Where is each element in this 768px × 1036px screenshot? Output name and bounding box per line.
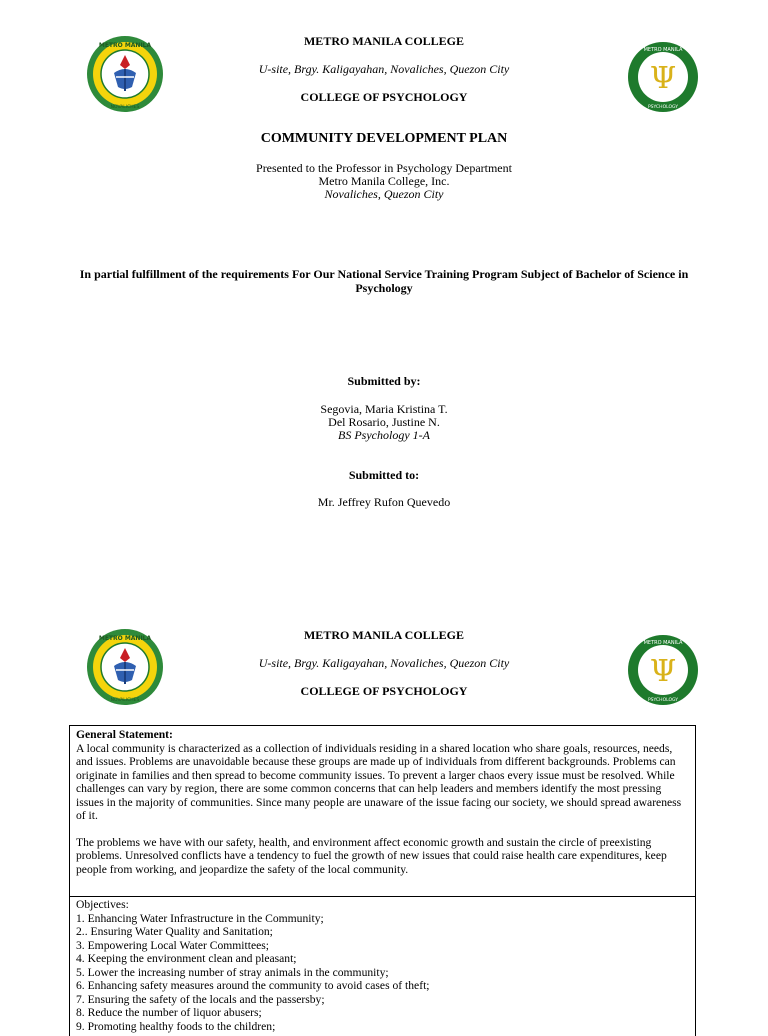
svg-text:NOVALICHES: NOVALICHES xyxy=(110,105,140,110)
general-statement-box xyxy=(69,725,696,897)
fulfillment-line-2: Psychology xyxy=(355,281,413,295)
objective-item: 4. Keeping the environment clean and pleasant; xyxy=(76,952,297,965)
objectives-heading: Objectives: xyxy=(76,898,129,911)
submitter-2: Del Rosario, Justine N. xyxy=(328,415,440,429)
submitted-by-label: Submitted by: xyxy=(347,374,421,388)
objective-item: 2.. Ensuring Water Quality and Sanitation; xyxy=(76,925,273,938)
svg-text:METRO MANILA: METRO MANILA xyxy=(98,635,152,642)
svg-text:NOVALICHES: NOVALICHES xyxy=(110,698,140,703)
general-statement-heading: General Statement: xyxy=(76,728,173,741)
fulfillment-line-1: In partial fulfillment of the requirements For Our National Service Training Program Subject of Bachelor of Science in xyxy=(79,267,689,281)
presented-line-1: Presented to the Professor in Psychology Department xyxy=(256,161,512,175)
general-statement-paragraph-2: The problems we have with our safety, health, and environment affect economic growth and sustain the circle of preexisting problems. Unresolved conflicts have a tendency to fuel the growth of new issues that could raise health care expenditures, keep people from working, and jeopardize the safety of the local community. xyxy=(76,835,667,876)
general-statement-paragraph-1: A local community is characterized as a collection of individuals residing in a shared location who share goals, resources, needs, and issues. Problems are unavoidable because these groups are made up of individuals from different backgrounds. Problems can originate in families and then spread to become community issues. To prevent a larger chaos every issue must be resolved. While challenges can vary by region, there are some common concerns that can help leaders and members identify the most pressing issues in the majority of communities. Since many people are unaware of the issue facing our society, we should spread awareness of it. xyxy=(76,741,682,822)
presented-line-2: Metro Manila College, Inc. xyxy=(318,174,450,188)
submitted-to-label: Submitted to: xyxy=(348,468,420,482)
svg-text:Ψ: Ψ xyxy=(649,654,677,689)
svg-text:Ψ: Ψ xyxy=(649,61,677,96)
svg-text:METRO MANILA: METRO MANILA xyxy=(643,47,683,53)
professor-name: Mr. Jeffrey Rufon Quevedo xyxy=(317,495,451,509)
svg-text:METRO MANILA: METRO MANILA xyxy=(98,42,152,49)
objectives-box xyxy=(69,896,696,1036)
svg-text:PSYCHOLOGY: PSYCHOLOGY xyxy=(647,105,679,110)
objective-item: 3. Empowering Local Water Committees; xyxy=(76,938,270,952)
college-name: METRO MANILA COLLEGE xyxy=(303,34,465,48)
objective-item: 1. Enhancing Water Infrastructure in the Community; xyxy=(76,911,324,925)
objective-item: 5. Lower the increasing number of stray animals in the community; xyxy=(76,965,389,979)
college-address: U-site, Brgy. Kaligayahan, Novaliches, Quezon City xyxy=(258,62,510,76)
college-address: U-site, Brgy. Kaligayahan, Novaliches, Quezon City xyxy=(258,656,510,670)
presented-line-3: Novaliches, Quezon City xyxy=(324,187,444,201)
objective-item: 9. Promoting healthy foods to the children; xyxy=(76,1019,276,1033)
svg-text:METRO MANILA: METRO MANILA xyxy=(643,640,683,646)
department-name: COLLEGE OF PSYCHOLOGY xyxy=(300,684,468,698)
department-name: COLLEGE OF PSYCHOLOGY xyxy=(300,90,468,104)
submitter-1: Segovia, Maria Kristina T. xyxy=(320,402,448,416)
objective-item: 6. Enhancing safety measures around the community to avoid cases of theft; xyxy=(76,979,430,992)
objective-item: 8. Reduce the number of liquor abusers; xyxy=(76,1006,262,1019)
program-name: BS Psychology 1-A xyxy=(338,428,430,442)
college-name: METRO MANILA COLLEGE xyxy=(303,628,465,642)
objective-item: 7. Ensuring the safety of the locals and the passersby; xyxy=(76,992,325,1006)
document-title: COMMUNITY DEVELOPMENT PLAN xyxy=(260,131,508,146)
svg-text:PSYCHOLOGY: PSYCHOLOGY xyxy=(647,698,679,703)
